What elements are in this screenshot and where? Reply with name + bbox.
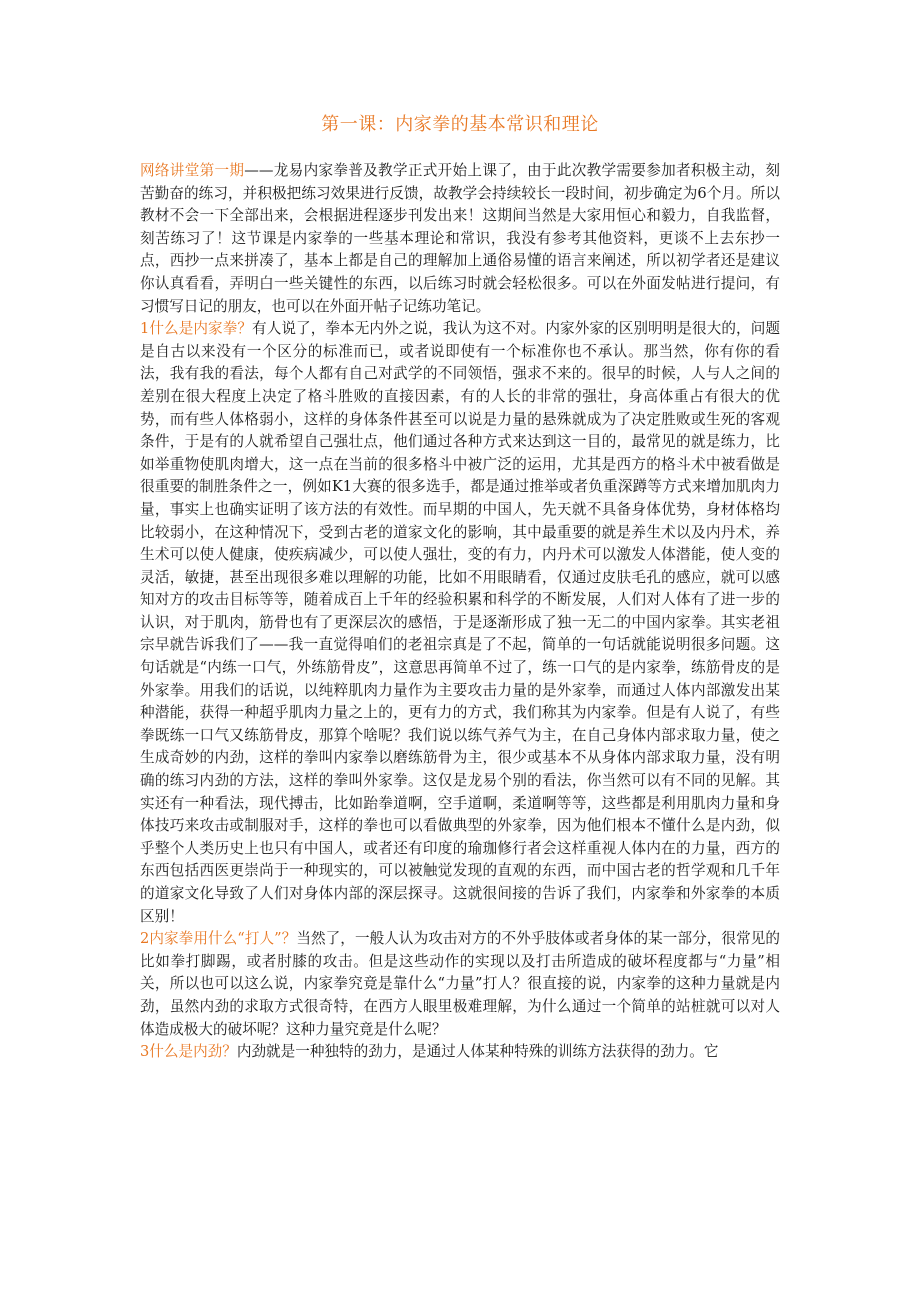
paragraph-text: 当然了，一般人认为攻击对方的不外乎肢体或者身体的某一部分，很常见的比如拳打脚踢，或者肘膝的攻击。但是这些动作的实现以及打击所造成的破坏程度都与“力量”相关，所以也可以这么说，内家拳究竟是靠什么“力量”打人？很直接的说，内家拳的这种力量就是内劲，虽然内劲的求取方式很奇特，在西方人眼里极难理解，为什么通过一个简单的站桩就可以对人体造成极大的破坏呢？这种力量究竟是什么呢？ xyxy=(140,930,780,1038)
section-heading: 1什么是内家拳？ xyxy=(140,320,253,338)
paragraph-text: ——龙易内家拳普及教学正式开始上课了，由于此次教学需要参加者积极主动，刻苦勤奋的练习，并积极把练习效果进行反馈，故教学会持续较长一段时间，初步确定为6个月。所以教材不会一下全部出来，会根据进程逐步刊发出来！这期间当然是大家用恒心和毅力，自我监督，刻苦练习了！这节课是内家拳的一些基本理论和常识，我没有参考其他资料，更谈不上去东抄一点，西抄一点来拼凑了，基本上都是自己的理解加上通俗易懂的语言来阐述，所以初学者还是建议你认真看看，弄明白一些关键性的东西，以后练习时就会轻松很多。可以在外面发帖进行提问，有习惯写日记的朋友，也可以在外面开帖子记练功笔记。 xyxy=(140,162,780,315)
paragraph-intro xyxy=(140,160,780,318)
paragraph-text: 有人说了，拳本无内外之说，我认为这不对。内家外家的区别明明是很大的，问题是自古以来没有一个区分的标准而已，或者说即使有一个标准你也不承认。那当然，你有你的看法，我有我的看法，每个人都有自己对武学的不同领悟，强求不来的。很早的时候，人与人之间的差别在很大程度上决定了格斗胜败的直接因素，有的人长的非常的强壮，身高体重占有很大的优势，而有些人体格弱小，这样的身体条件甚至可以说是力量的悬殊就成为了决定胜败或生死的客观条件，于是有的人就希望自己强壮点，他们通过各种方式来达到这一目的，最常见的就是练力，比如举重物使肌肉增大，这一点在当前的很多格斗中被广泛的运用，尤其是西方的格斗术中被看做是很重要的制胜条件之一，例如K1大赛的很多选手，都是通过推举或者负重深蹲等方式来增加肌肉力量，事实上也确实证明了该方法的有效性。而早期的中国人，先天就不具备身体优势，身材体格均比较弱小，在这种情况下，受到古老的道家文化的影响，其中最重要的就是养生术以及内丹术，养生术可以使人健康，使疾病减少，可以使人强壮，变的有力，内丹术可以激发人体潜能，使人变的灵活，敏捷，甚至出现很多难以理解的功能，比如不用眼睛看，仅通过皮肤毛孔的感应，就可以感知对方的攻击目标等等，随着成百上千年的经验积累和科学的不断发展，人们对人体有了进一步的认识，对于肌肉，筋骨也有了更深层次的感悟，于是逐渐形成了独一无二的中国内家拳。其实老祖宗早就告诉我们了——我一直觉得咱们的老祖宗真是了不起，简单的一句话就能说明很多问题。这句话就是“内练一口气，外练筋骨皮”，这意思再简单不过了，练一口气的是内家拳，练筋骨皮的是外家拳。用我们的话说，以纯粹肌肉力量作为主要攻击力量的是外家拳，而通过人体内部激发出某种潜能，获得一种超乎肌肉力量之上的，更有力的方式，我们称其为内家拳。但是有人说了，有些拳既练一口气又练筋骨皮，那算个啥呢？我们说以练气养气为主，在自己身体内部求取力量，使之生成奇妙的内劲，这样的拳叫内家拳以磨练筋骨为主，很少或基本不从身体内部求取力量，没有明确的练习内劲的方法，这样的拳叫外家拳。这仅是龙易个别的看法，你当然可以有不同的见解。其实还有一种看法，现代搏击，比如跆拳道啊，空手道啊，柔道啊等等，这些都是利用肌肉力量和身体技巧来攻击或制服对手，这样的拳也可以看做典型的外家拳，因为他们根本不懂什么是内劲，似乎整个人类历史上也只有中国人，或者还有印度的瑜珈修行者会这样重视人体内在的力量，西方的东西包括西医更崇尚于一种现实的，可以被触觉发现的直观的东西，而中国古老的哲学观和几千年的道家文化导致了人们对身体内部的深层探寻。这就很间接的告诉了我们，内家拳和外家拳的本质区别！ xyxy=(140,320,780,925)
paragraph-section-3 xyxy=(140,1041,780,1064)
section-heading: 3什么是内劲？ xyxy=(140,1043,237,1061)
paragraph-section-1 xyxy=(140,318,780,928)
paragraph-section-2 xyxy=(140,928,780,1041)
document-page xyxy=(140,110,780,1064)
paragraph-lead: 网络讲堂第一期 xyxy=(140,162,245,179)
document-title: 第一课：内家拳的基本常识和理论 xyxy=(321,114,599,135)
section-heading: 2内家拳用什么“打人”？ xyxy=(140,930,297,948)
paragraph-text: 内劲就是一种独特的劲力，是通过人体某种特殊的训练方法获得的劲力。它 xyxy=(236,1043,719,1061)
